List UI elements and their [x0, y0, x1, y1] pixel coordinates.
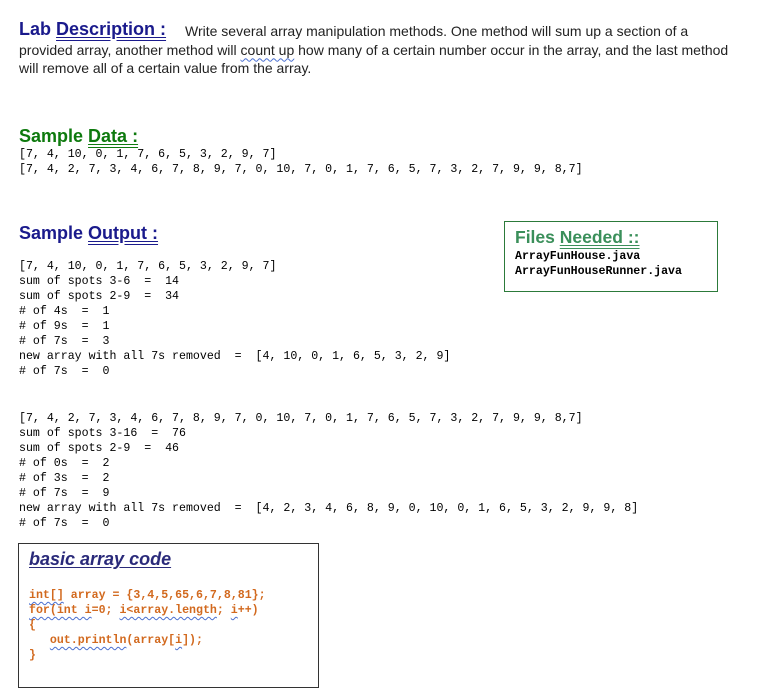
files-needed-box: [504, 221, 718, 292]
code-token: out.println: [49, 634, 127, 647]
output-line: # of 0s = 2: [19, 457, 110, 470]
output-line: # of 3s = 2: [19, 472, 110, 485]
sample-data-line: [7, 4, 2, 7, 3, 4, 6, 7, 8, 9, 7, 0, 10, 7, 0, 1, 7, 6, 5, 7, 3, 2, 7, 9, 9, 8,7]: [19, 163, 583, 176]
files-heading-underlined: Needed ::: [559, 227, 640, 247]
lab-desc-count-up: count up: [240, 41, 295, 58]
sample-output-heading-prefix: Sample: [19, 223, 84, 243]
output-line: # of 7s = 0: [19, 517, 110, 530]
code-token: array = {3,4,5,65,6,7,8,81};: [63, 589, 266, 602]
files-needed-heading: [515, 227, 640, 248]
output-line: sum of spots 3-6 = 14: [19, 275, 180, 288]
files-heading-prefix: Files: [515, 227, 555, 247]
code-token: i: [230, 604, 238, 617]
code-token: for(int i: [29, 604, 92, 617]
output-line: # of 7s = 9: [19, 487, 110, 500]
code-line: [29, 603, 266, 618]
lab-desc-before: Write several array manipulation methods. One method will sum up a section of a provided array, another method will: [19, 23, 689, 58]
sample-output-block-1: [19, 244, 450, 394]
code-line: [29, 633, 266, 648]
code-lines: [29, 588, 266, 663]
output-line: # of 7s = 3: [19, 335, 110, 348]
output-line: sum of spots 2-9 = 46: [19, 442, 180, 455]
code-line: {: [29, 619, 36, 632]
code-token: (array[: [126, 634, 176, 647]
code-token: ++): [237, 604, 259, 617]
sample-output-block-2: [19, 396, 638, 546]
output-line: # of 4s = 1: [19, 305, 110, 318]
sample-output-heading-underlined: Output :: [88, 223, 159, 243]
sample-data-lines: [19, 147, 583, 177]
sample-output-heading: [19, 223, 158, 244]
output-line: # of 9s = 1: [19, 320, 110, 333]
output-line: [7, 4, 10, 0, 1, 7, 6, 5, 3, 2, 9, 7]: [19, 260, 277, 273]
basic-code-heading: [29, 549, 171, 570]
code-token: int[]: [29, 589, 64, 602]
output-line: sum of spots 2-9 = 34: [19, 290, 180, 303]
sample-data-heading: [19, 126, 138, 147]
code-token: ;: [216, 604, 231, 617]
output-line: [7, 4, 2, 7, 3, 4, 6, 7, 8, 9, 7, 0, 10, 7, 0, 1, 7, 6, 5, 7, 3, 2, 7, 9, 9, 8,7]: [19, 412, 583, 425]
files-list: [515, 249, 682, 279]
code-token: ]);: [182, 634, 203, 647]
lab-heading-prefix: Lab: [19, 19, 52, 39]
output-line: new array with all 7s removed = [4, 2, 3, 4, 6, 8, 9, 0, 10, 0, 1, 6, 5, 3, 2, 9, 9, 8]: [19, 502, 639, 515]
basic-code-heading-text: basic array code: [29, 549, 172, 569]
sample-data-line: [7, 4, 10, 0, 1, 7, 6, 5, 3, 2, 9, 7]: [19, 148, 277, 161]
output-line: new array with all 7s removed = [4, 10, 0, 1, 6, 5, 3, 2, 9]: [19, 350, 451, 363]
code-line: }: [29, 649, 36, 662]
lab-heading-underlined: Description :: [56, 19, 167, 39]
sample-data-heading-prefix: Sample: [19, 126, 84, 146]
sample-data-heading-underlined: Data :: [88, 126, 139, 146]
file-name: ArrayFunHouseRunner.java: [515, 265, 682, 278]
basic-array-code-box: [18, 543, 319, 688]
code-token: i<array.length: [119, 604, 217, 617]
output-line: sum of spots 3-16 = 76: [19, 427, 186, 440]
lab-desc-after: how many of a certain number occur in the array, and the last method will remove all of a certain value from the array.: [19, 41, 729, 76]
code-token: i: [175, 634, 183, 647]
lab-description-text: [19, 22, 739, 78]
output-line: # of 7s = 0: [19, 365, 110, 378]
code-line: [29, 588, 266, 603]
code-token: =0;: [91, 604, 120, 617]
file-name: ArrayFunHouse.java: [515, 250, 641, 263]
